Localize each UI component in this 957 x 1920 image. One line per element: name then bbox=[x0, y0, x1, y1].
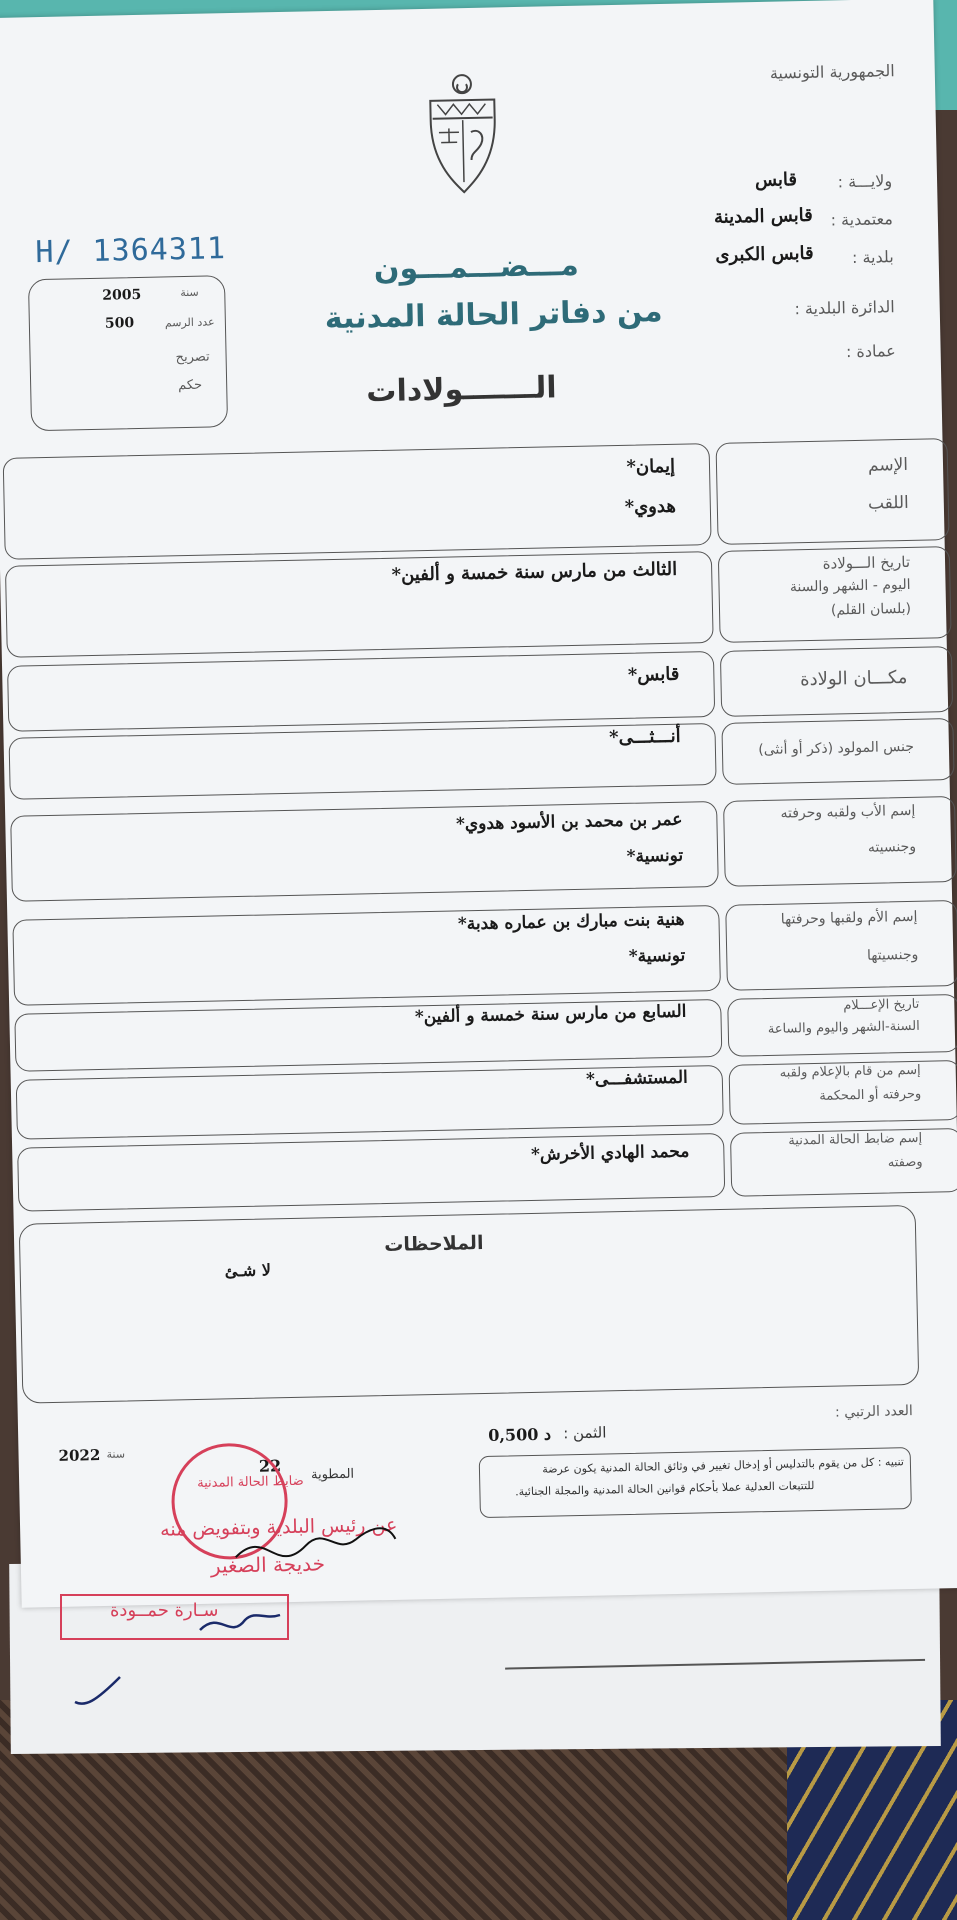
municipality-value: قابس الكبرى bbox=[715, 242, 814, 266]
mother-label: إسم الأم ولقبها وحرفتها bbox=[780, 908, 918, 928]
birth-place-value-box bbox=[7, 651, 715, 732]
father-nationality-value: تونسية* bbox=[626, 845, 684, 867]
sex-label: جنس المولود (ذكر أو أنثى) bbox=[758, 738, 915, 759]
father-label: إسم الأب ولقبه وحرفته bbox=[780, 802, 916, 822]
mother-nationality-value: تونسية* bbox=[628, 945, 686, 967]
first-name-label: الإسم bbox=[867, 454, 909, 476]
initials-scribble-icon bbox=[195, 1600, 285, 1640]
omda-label: عمادة : bbox=[845, 341, 896, 362]
birth-place-value: قابس* bbox=[627, 663, 680, 686]
date-day: 22 bbox=[258, 1456, 282, 1476]
sex-value: أنـــثـــى* bbox=[608, 725, 681, 749]
officer-sub-label: وصفته bbox=[887, 1154, 923, 1171]
declarant-label: إسم من قام بالإعلام ولقبه bbox=[779, 1062, 921, 1081]
remarks-value: لا شـئ bbox=[224, 1260, 272, 1281]
price-label: الثمن : bbox=[563, 1423, 607, 1443]
serial-number: H/ 1364311 bbox=[35, 231, 227, 271]
stamp-name-text: خديجة الصغير bbox=[210, 1551, 326, 1578]
republic-label: الجمهورية التونسية bbox=[769, 61, 895, 83]
stamp-number-label: العدد الرتبي : bbox=[834, 1403, 913, 1421]
document-title-births: الـــــــولادات bbox=[365, 370, 558, 410]
birth-place-label: مكـــان الولادة bbox=[799, 666, 908, 691]
reference-act-label: عدد الرسم bbox=[164, 315, 215, 330]
remarks-label: الملاحظات bbox=[384, 1231, 484, 1257]
father-value: عمر بن محمد بن الأسود هدوي* bbox=[455, 809, 683, 835]
declaration-date-sub-label: السنة-الشهر واليوم والساعة bbox=[767, 1018, 920, 1037]
reference-act-value: 500 bbox=[104, 315, 135, 332]
surname-value: هدوي* bbox=[624, 495, 677, 518]
stamp-officer-text: ضابط الحالة المدنية bbox=[197, 1473, 304, 1492]
signature-scribble-icon bbox=[230, 1514, 411, 1578]
governorate-label: ولايـــة : bbox=[837, 171, 893, 192]
first-name-value: إيمان* bbox=[626, 455, 676, 478]
district-label: الدائرة البلدية : bbox=[794, 297, 895, 319]
reference-year-value: 2005 bbox=[102, 286, 142, 304]
stamp-delegation-text: عن رئيس البلدية وبتفويض منه bbox=[159, 1513, 398, 1541]
mother-nationality-label: وجنسيتها bbox=[866, 946, 919, 964]
birth-date-label: تاريخ الـــولادة bbox=[822, 552, 911, 573]
year-value: 2022 bbox=[58, 1446, 101, 1465]
year-label: سنة bbox=[106, 1447, 126, 1461]
tunisia-coat-of-arms-icon bbox=[422, 69, 505, 201]
declarant-value: المستشفـــى* bbox=[585, 1067, 689, 1090]
officer-label: إسم ضابط الحالة المدنية bbox=[788, 1130, 923, 1149]
birth-date-sub-label: اليوم - الشهر والسنة bbox=[789, 576, 911, 596]
warning-text-2: للتتبعات العدلية عملا بأحكام قوانين الحالة المدنية والمجلة الجنائية. bbox=[515, 1479, 815, 1499]
governorate-value: قابس bbox=[754, 169, 798, 192]
mother-value: هنية بنت مبارك بن عماره هدبة* bbox=[457, 909, 685, 935]
name-label-box bbox=[716, 438, 950, 545]
place-label: المطوية bbox=[310, 1466, 355, 1483]
document-title-line2: من دفاتر الحالة المدنية bbox=[324, 294, 663, 337]
price-value: 0,500 د bbox=[488, 1424, 552, 1445]
birth-date-words-label: (بلسان القلم) bbox=[830, 600, 912, 619]
reference-judgment-label: حكم bbox=[178, 377, 203, 394]
name-stamp-text: سـارة حمــودة bbox=[110, 1600, 219, 1621]
check-scribble-icon bbox=[70, 1672, 130, 1712]
reference-declaration-label: تصريح bbox=[175, 349, 210, 366]
warning-text: تنبيه : كل من يقوم بالتدليس أو إدخال تغيير في وثائق الحالة المدنية يكون عرضة bbox=[542, 1455, 905, 1476]
declarant-sub-label: وحرفته أو المحكمة bbox=[819, 1086, 922, 1104]
officer-value: محمد الهادي الأخرش* bbox=[530, 1141, 690, 1165]
name-value-box bbox=[3, 443, 712, 560]
reference-year-label: سنة bbox=[180, 285, 199, 300]
father-nationality-label: وجنسيته bbox=[867, 838, 917, 856]
birth-date-value: الثالث من مارس سنة خمسة و ألفين* bbox=[391, 558, 678, 586]
declaration-date-value: السابع من مارس سنة خمسة و ألفين* bbox=[414, 1001, 687, 1028]
municipality-label: بلدية : bbox=[851, 247, 894, 268]
delegation-value: قابس المدينة bbox=[713, 204, 813, 228]
document-title-line1: مـــضـــمـــون bbox=[373, 247, 580, 288]
delegation-label: معتمدية : bbox=[830, 209, 894, 230]
surname-label: اللقب bbox=[867, 492, 910, 514]
declaration-date-label: تاريخ الإعـــلام bbox=[843, 996, 920, 1014]
